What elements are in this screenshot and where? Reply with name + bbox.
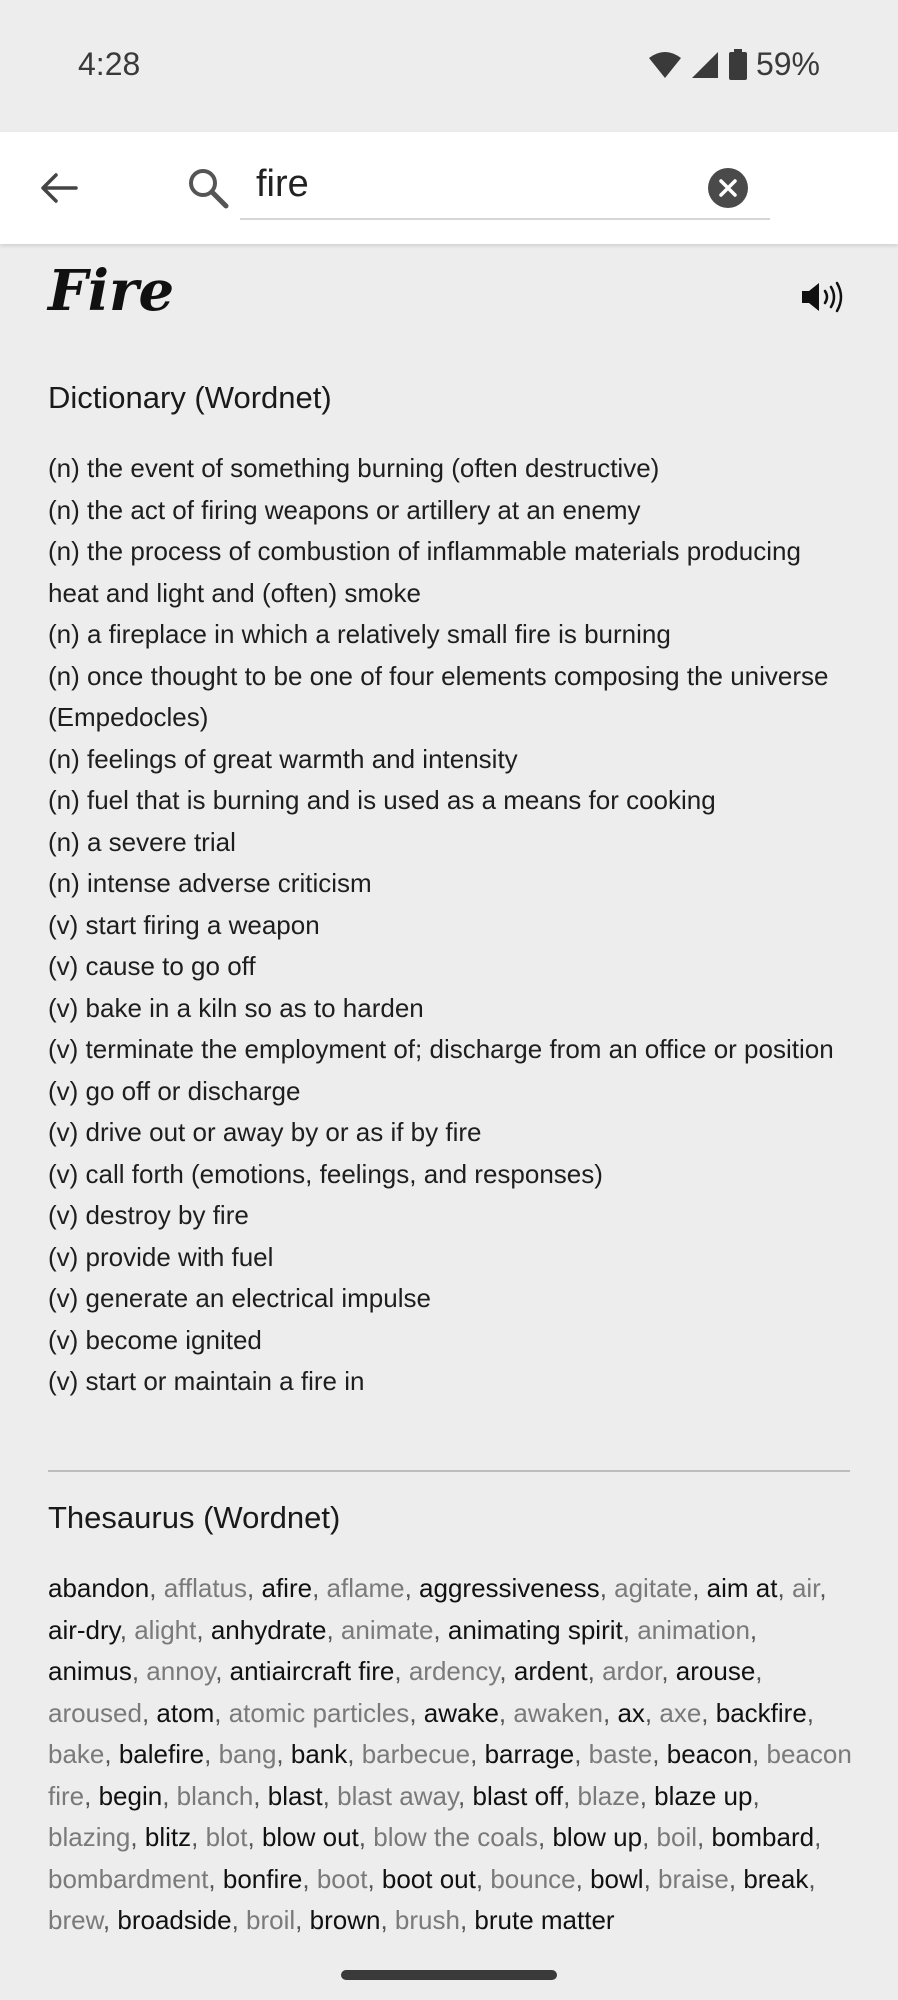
definition-item: (n) a severe trial (48, 826, 236, 857)
synonym-link[interactable]: blow out (261, 1822, 359, 1852)
definition-item: (v) provide with fuel (48, 1241, 274, 1272)
synonym-link[interactable]: bang (218, 1739, 277, 1769)
definition-item: (v) generate an electrical impulse (48, 1283, 431, 1313)
synonym-link[interactable]: blast (267, 1780, 323, 1811)
synonym-link[interactable]: atom (156, 1697, 215, 1728)
word-title: Fire (48, 258, 175, 324)
synonym-link[interactable]: brush (394, 1905, 460, 1935)
section-divider (48, 1470, 850, 1472)
definition-item: (v) destroy by fire (48, 1200, 249, 1230)
synonym-link[interactable]: blast off (472, 1780, 564, 1811)
synonym-link[interactable]: bombardment (48, 1863, 209, 1894)
definition-item: (v) go off or discharge (48, 1075, 301, 1106)
synonym-link[interactable]: blast away (337, 1780, 459, 1811)
synonym-link[interactable]: ardent (513, 1656, 588, 1686)
home-indicator[interactable] (341, 1970, 557, 1980)
synonym-link[interactable]: aroused (48, 1697, 142, 1728)
signal-icon (690, 50, 720, 80)
synonym-link[interactable]: bombard (711, 1822, 815, 1852)
synonym-link[interactable]: begin (98, 1780, 163, 1811)
definition-item: (v) drive out or away by or as if by fire (48, 1117, 482, 1147)
synonym-link[interactable]: anhydrate (210, 1614, 327, 1645)
synonym-link[interactable]: arouse (675, 1656, 756, 1686)
definition-item: (v) cause to go off (48, 951, 256, 981)
synonym-link[interactable]: agitate (614, 1573, 693, 1603)
synonym-link[interactable]: atomic particles (228, 1697, 410, 1728)
battery-percent: 59% (755, 46, 820, 82)
definition-item: (v) terminate the employment of; discharge from an office or position (48, 1034, 834, 1064)
synonym-link[interactable]: abandon (48, 1573, 150, 1603)
synonym-link[interactable]: aflame (326, 1573, 405, 1603)
synonym-link[interactable]: bake (48, 1739, 105, 1769)
dictionary-section-title: Dictionary (Wordnet) (48, 380, 332, 415)
synonym-link[interactable]: air-dry (48, 1614, 120, 1645)
synonym-link[interactable]: blaze up (654, 1780, 753, 1811)
status-bar (0, 0, 898, 132)
synonym-link[interactable]: ax (617, 1697, 645, 1728)
synonym-link[interactable]: baste (588, 1739, 653, 1769)
synonym-link[interactable]: animate (340, 1614, 434, 1645)
search-input[interactable] (256, 160, 696, 208)
synonym-link[interactable]: bank (290, 1739, 348, 1769)
synonym-link[interactable]: barrage (484, 1739, 575, 1769)
synonym-link[interactable]: blazing (48, 1822, 131, 1852)
synonym-link[interactable]: blitz (144, 1822, 192, 1852)
definition-item: (v) start firing a weapon (48, 909, 320, 940)
battery-icon (728, 49, 748, 81)
back-arrow-icon[interactable] (36, 166, 80, 210)
synonym-link[interactable]: backfire (715, 1697, 807, 1728)
search-field (240, 152, 770, 220)
definition-list (48, 448, 848, 1403)
synonym-link[interactable]: brown (309, 1905, 381, 1935)
synonym-link[interactable]: beacon fire (48, 1739, 852, 1811)
synonym-link[interactable]: afire (261, 1573, 313, 1603)
status-icons (648, 46, 820, 83)
synonym-link[interactable]: animation (637, 1614, 750, 1645)
synonym-link[interactable]: blaze (577, 1780, 640, 1811)
search-icon[interactable] (186, 166, 230, 210)
synonym-link[interactable]: bonfire (222, 1863, 303, 1894)
synonym-link[interactable]: air (791, 1573, 820, 1603)
synonym-list: abandon, afflatus, afire, aflame, aggressiveness, agitate, aim at, air, air-dry, alight, anhydrate, animate, animating spirit, animation, animus, annoy, antiaircraft fire, ardency, ardent, ardor, arouse, aroused, atom, atomic particles, awake, awaken, ax, axe, backfire, bake, balefire, bang, bank, barbecue, barrage, baste, beacon, beacon fire, begin, blanch, blast, blast away, blast off, blaze, blaze up, blazing, blitz, blot, blow out, blow the coals, blow up, boil, bombard, bombardment, bonfire, boot, boot out, bounce, bowl, braise, break, brew, broadside, broil, brown, brush, brute matter (48, 1573, 852, 1935)
synonym-link[interactable]: brute matter (474, 1905, 615, 1935)
definition-item: (n) the event of something burning (often destructive) (48, 453, 660, 483)
synonym-link[interactable]: awaken (513, 1697, 603, 1728)
synonym-link[interactable]: animating spirit (447, 1614, 623, 1645)
synonym-link[interactable]: bounce (490, 1863, 576, 1894)
synonym-link[interactable]: afflatus (163, 1573, 248, 1603)
synonym-link[interactable]: beacon (666, 1739, 753, 1769)
definition-item: (v) call forth (emotions, feelings, and responses) (48, 1158, 603, 1189)
synonym-link[interactable]: broil (246, 1905, 296, 1935)
definition-item: (v) bake in a kiln so as to harden (48, 992, 424, 1023)
definition-item: (v) become ignited (48, 1324, 262, 1355)
synonym-link[interactable]: ardor (602, 1656, 662, 1686)
synonym-link[interactable]: barbecue (361, 1739, 471, 1769)
synonym-link[interactable]: braise (658, 1863, 729, 1894)
synonym-link[interactable]: brew (48, 1905, 103, 1935)
definition-item: (n) a fireplace in which a relatively small fire is burning (48, 619, 671, 649)
definition-item: (n) feelings of great warmth and intensity (48, 743, 518, 774)
synonym-link[interactable]: aim at (706, 1573, 778, 1603)
synonym-link[interactable]: annoy (146, 1656, 216, 1686)
synonym-link[interactable]: aggressiveness (419, 1573, 600, 1603)
synonym-link[interactable]: blot (205, 1822, 248, 1852)
synonym-link[interactable]: blow up (552, 1822, 643, 1852)
synonym-link[interactable]: awake (423, 1697, 499, 1728)
status-time: 4:28 (78, 46, 141, 82)
synonym-link[interactable]: alight (134, 1614, 197, 1645)
synonym-link[interactable]: break (743, 1863, 809, 1894)
synonym-link[interactable]: antiaircraft fire (229, 1656, 395, 1686)
definition-item: (n) once thought to be one of four elements composing the universe (Empedocles) (48, 660, 829, 732)
wifi-icon (648, 50, 682, 80)
search-bar (0, 132, 898, 244)
synonym-link[interactable]: boot (316, 1863, 368, 1894)
definition-item: (n) intense adverse criticism (48, 868, 372, 898)
synonym-link[interactable]: boot out (381, 1863, 476, 1894)
synonym-link[interactable]: broadside (117, 1905, 232, 1935)
thesaurus-section-title: Thesaurus (Wordnet) (48, 1500, 341, 1535)
synonym-link[interactable]: ardency (408, 1656, 500, 1686)
synonym-link[interactable]: animus (48, 1656, 132, 1686)
definition-item: (v) start or maintain a fire in (48, 1366, 365, 1396)
clear-icon[interactable] (708, 168, 748, 208)
synonym-link[interactable]: blanch (176, 1780, 254, 1811)
synonym-link[interactable]: axe (659, 1697, 702, 1728)
synonym-link[interactable]: bowl (590, 1863, 644, 1894)
synonym-link[interactable]: balefire (118, 1739, 205, 1769)
definition-item: (n) the act of firing weapons or artillery at an enemy (48, 494, 641, 525)
definition-item: (n) the process of combustion of inflammable materials producing heat and light and (often) smoke (48, 536, 801, 608)
synonym-link[interactable]: blow the coals (373, 1822, 538, 1852)
speaker-icon[interactable] (800, 280, 846, 314)
definition-item: (n) fuel that is burning and is used as a means for cooking (48, 785, 716, 815)
synonym-link[interactable]: boil (656, 1822, 698, 1852)
